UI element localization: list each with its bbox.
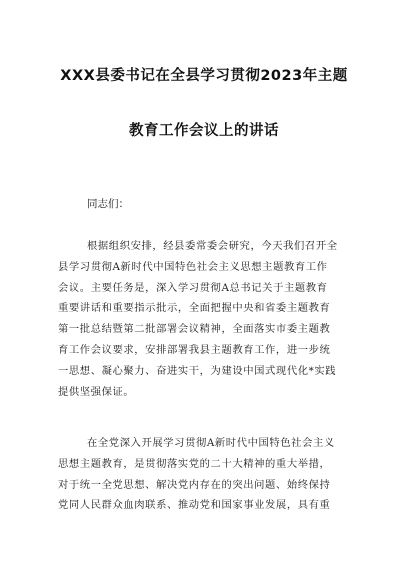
paragraph-line: 对于统一全党思想、解决党内存在的突出问题、始终保持 (58, 478, 331, 491)
paragraph-1 (58, 236, 348, 402)
paragraph-line: 县学习贯彻A新时代中国特色社会主义思想主题教育工作 (58, 260, 328, 273)
document-title-line-2: 教育工作会议上的讲话 (129, 123, 279, 139)
paragraph-line: 在全党深入开展学习贯彻A新时代中国特色社会主义 (87, 437, 335, 449)
paragraph-line: 党同人民群众血肉联系、推动党和国家事业发展，具有重 (58, 499, 331, 512)
paragraph-line: 第一批总结暨第二批部署会议精神，全面落实市委主题教 (58, 323, 331, 336)
paragraph-line: 重要讲话和重要指示批示，全面把握中央和省委主题教育 (58, 302, 331, 315)
salutation: 同志们： (87, 198, 129, 210)
paragraph-line: 一思想、凝心聚力、奋进实干，为建设中国式现代化*实践 (58, 364, 337, 377)
paragraph-2 (58, 433, 348, 516)
paragraph-line: 育工作会议要求，安排部署我县主题教育工作，进一步统 (58, 343, 331, 356)
paragraph-line: 根据组织安排，经县委常委会研究，今天我们召开全 (87, 240, 338, 252)
paragraph-line: 思想主题教育，是贯彻落实党的二十大精神的重大举措， (58, 457, 331, 470)
document-title-line-1: XXX县委书记在全县学习贯彻2023年主题 (60, 68, 348, 84)
paragraph-line: 会议。主要任务是，深入学习贯彻A总书记关于主题教育 (58, 281, 328, 294)
paragraph-line: 提供坚强保证。 (58, 385, 135, 398)
